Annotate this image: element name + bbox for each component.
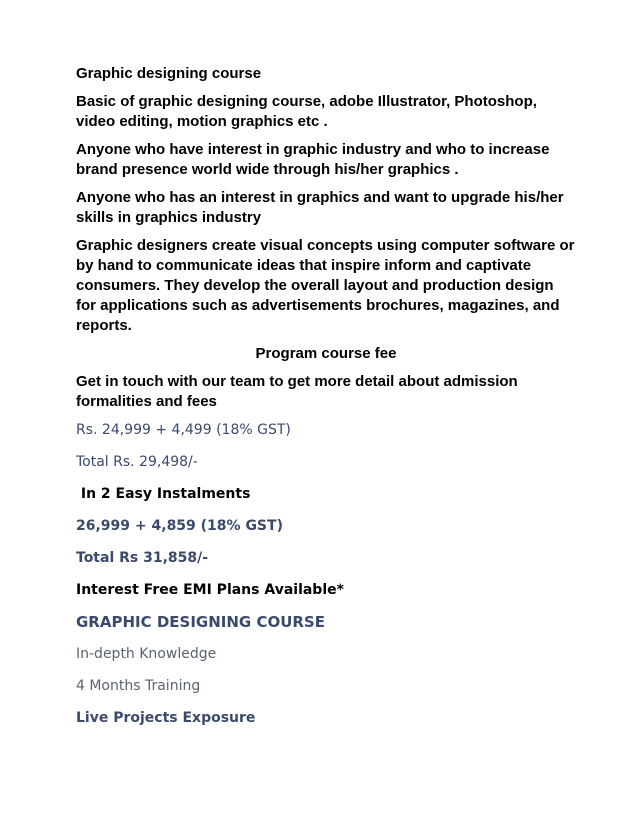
instalments-heading: In 2 Easy Instalments bbox=[76, 486, 251, 502]
basics-paragraph: Basic of graphic designing course, adobe Illustrator, Photoshop, video editing, motion graphics etc . bbox=[76, 93, 537, 130]
description-paragraph: Graphic designers create visual concepts using computer software or by hand to communicate ideas that inspire inform and captivate consumers. They develop the overall layout and production design for applications such as advertisements brochures, magazines, and reports. bbox=[76, 237, 575, 334]
features-heading: GRAPHIC DESIGNING COURSE bbox=[76, 613, 325, 631]
instalment-total: Total Rs 31,858/- bbox=[76, 550, 209, 566]
document-page bbox=[76, 64, 576, 740]
fee-heading: Program course fee bbox=[255, 345, 397, 362]
audience-paragraph-1: Anyone who have interest in graphic industry and who to increase brand presence world wide through his/her graphics . bbox=[76, 141, 550, 178]
course-title: Graphic designing course bbox=[76, 65, 262, 82]
feature-projects: Live Projects Exposure bbox=[76, 710, 256, 726]
audience-paragraph-2: Anyone who has an interest in graphics and want to upgrade his/her skills in graphics industry bbox=[76, 189, 564, 226]
feature-duration: 4 Months Training bbox=[76, 678, 201, 694]
instalment-price: 26,999 + 4,859 (18% GST) bbox=[76, 518, 283, 534]
total-line: Total Rs. 29,498/- bbox=[76, 454, 198, 470]
contact-paragraph: Get in touch with our team to get more detail about admission formalities and fees bbox=[76, 373, 518, 410]
price-line: Rs. 24,999 + 4,499 (18% GST) bbox=[76, 422, 291, 438]
feature-knowledge: In-depth Knowledge bbox=[76, 646, 217, 662]
emi-line: Interest Free EMI Plans Available* bbox=[76, 582, 344, 598]
